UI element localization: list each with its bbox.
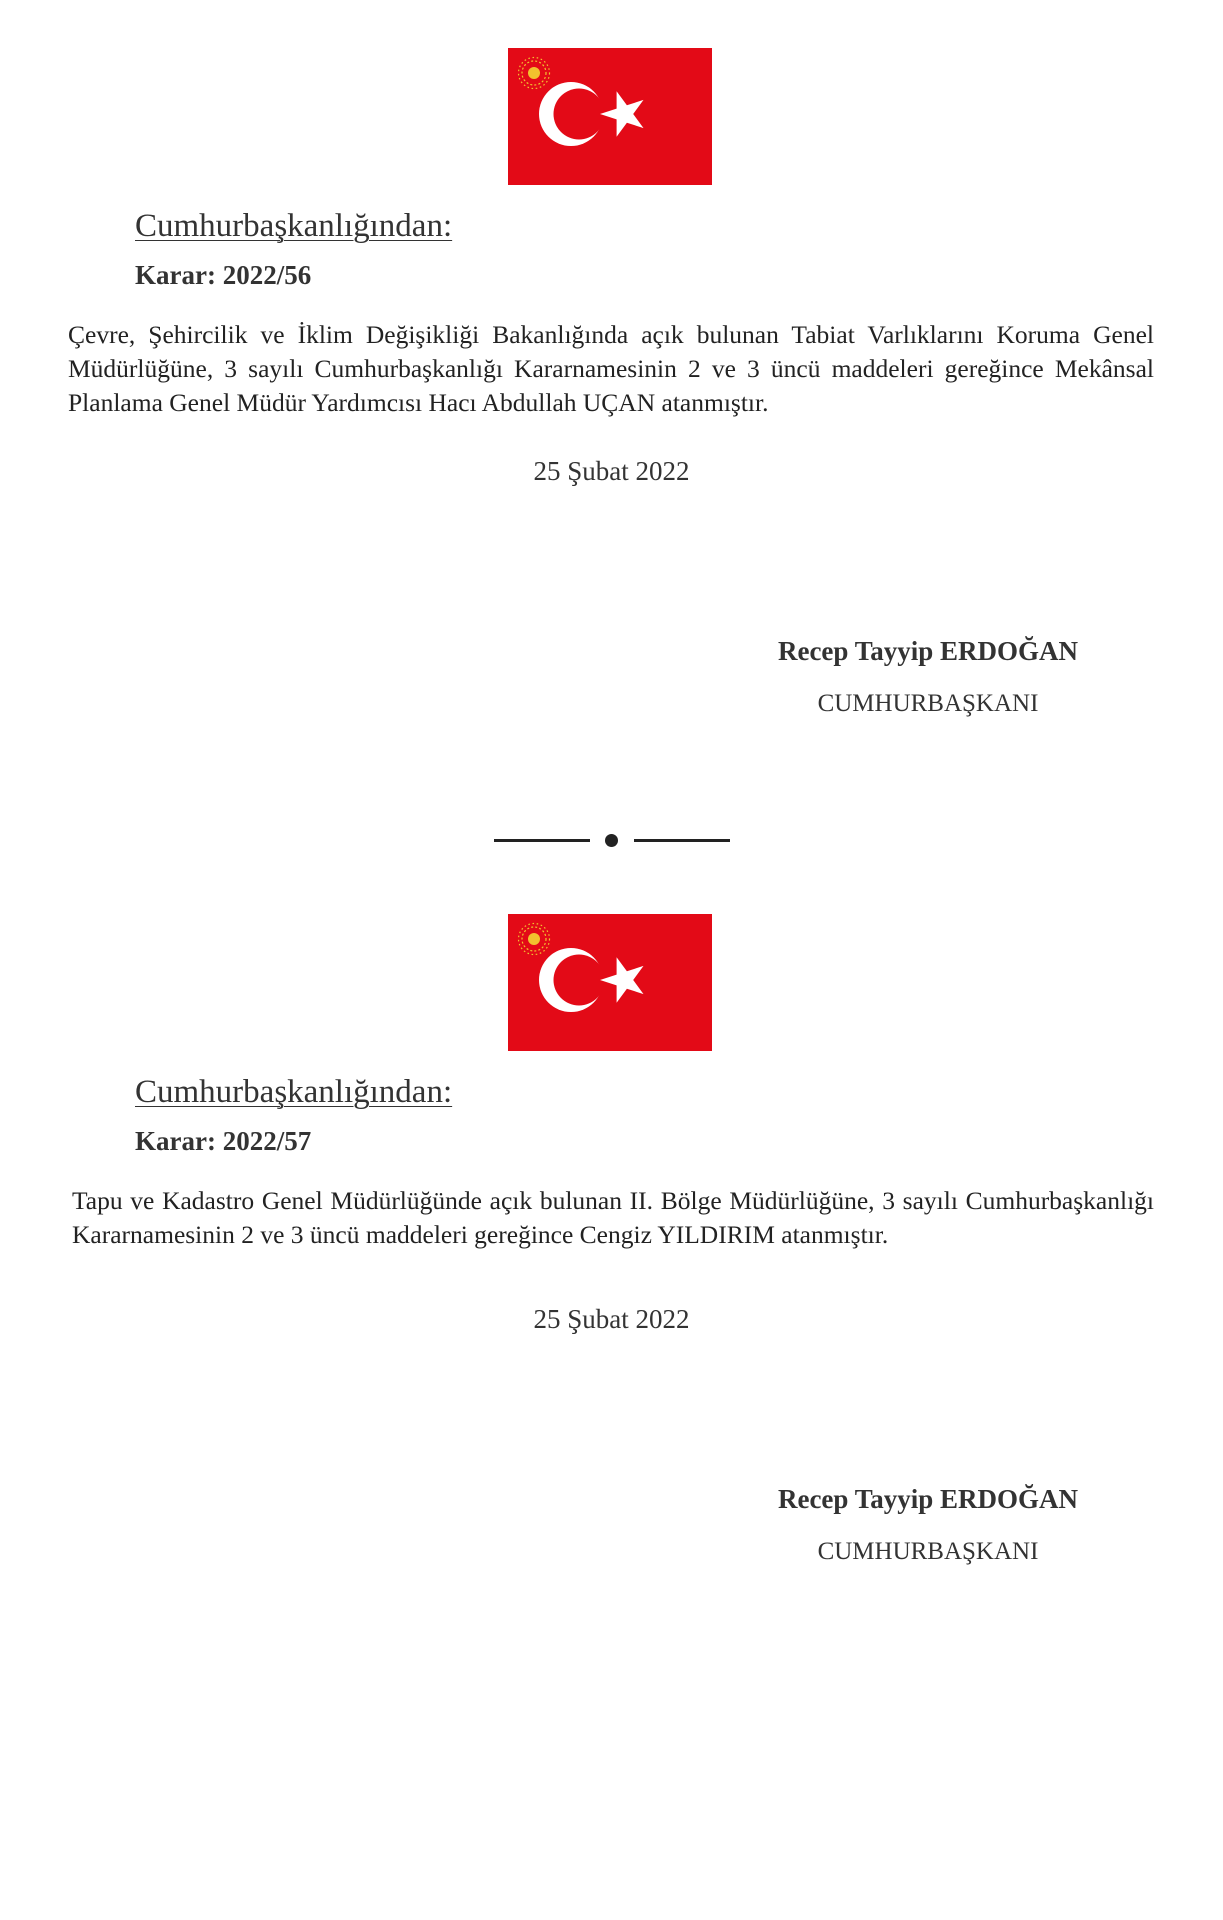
flag-graphic <box>508 914 712 1051</box>
presidential-flag-icon <box>508 914 712 1051</box>
decree-separator <box>494 832 730 848</box>
decision-number: Karar: 2022/56 <box>135 260 312 290</box>
issuer-heading: Cumhurbaşkanlığından: <box>135 1074 453 1110</box>
decree-body: Tapu ve Kadastro Genel Müdürlüğünde açık bulunan II. Bölge Müdürlüğüne, 3 sayılı Cumhurbaşkanlığı Kararnamesinin 2 ve 3 üncü maddeleri gereğince Cengiz YILDIRIM atanmıştır. <box>72 1186 1154 1249</box>
decree-date: 25 Şubat 2022 <box>533 456 690 486</box>
decree-body: Çevre, Şehircilik ve İklim Değişikliği Bakanlığında açık bulunan Tabiat Varlıklarını Koruma Genel Müdürlüğüne, 3 sayılı Cumhurbaşkanlığı Kararnamesinin 2 ve 3 üncü maddeleri gereğince Mekânsal Planlama Genel Müdür Yardımcısı Hacı Abdullah UÇAN atanmıştır. <box>68 320 1154 417</box>
signatory-name: Recep Tayyip ERDOĞAN <box>777 636 1079 666</box>
signatory-title: CUMHURBAŞKANI <box>817 690 1039 717</box>
separator-dot <box>605 834 618 847</box>
separator-line-right <box>634 839 730 842</box>
presidential-flag-icon <box>508 48 712 185</box>
signatory-name: Recep Tayyip ERDOĞAN <box>777 1484 1079 1514</box>
flag-graphic <box>508 48 712 185</box>
decree-date: 25 Şubat 2022 <box>533 1304 690 1334</box>
signatory-title: CUMHURBAŞKANI <box>817 1538 1039 1565</box>
issuer-heading: Cumhurbaşkanlığından: <box>135 208 453 244</box>
decision-number: Karar: 2022/57 <box>135 1126 312 1156</box>
separator-line-left <box>494 839 590 842</box>
